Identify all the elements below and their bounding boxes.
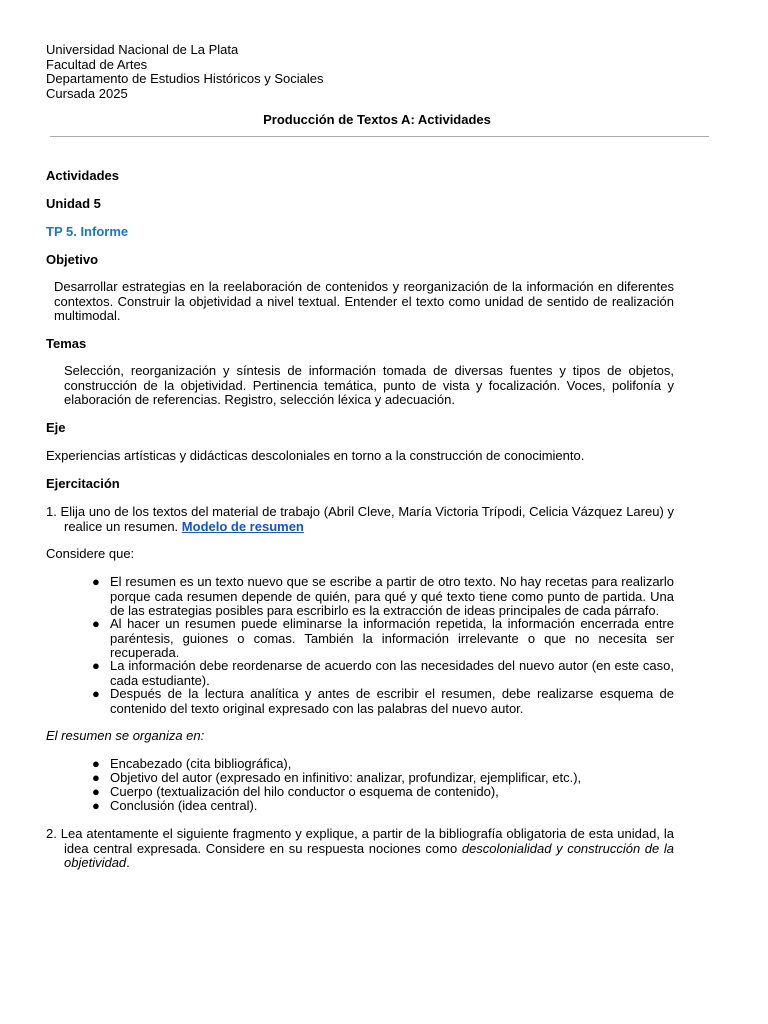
considere-label: Considere que: [46,546,135,561]
organiza-label: El resumen se organiza en: [46,728,205,743]
bullet-icon: ● [92,798,100,813]
modelo-resumen-link[interactable]: Modelo de resumen [181,518,304,534]
bullet-text: La información debe reordenarse de acuerdo con las necesidades del nuevo autor (en este caso, cada estudiante). [110,658,674,688]
bullet-icon: ● [92,756,100,771]
university-name: Universidad Nacional de La Plata [46,42,239,57]
heading-actividades: Actividades [46,168,119,183]
bullet-text: Después de la lectura analítica y antes de escribir el resumen, debe realizarse esquema de contenido del texto original expresado con las palabras del nuevo autor. [110,686,674,716]
institution-header [46,43,323,101]
bullet-icon: ● [92,770,100,785]
department-name: Departamento de Estudios Históricos y Sociales [46,71,324,86]
heading-ejercitacion: Ejercitación [46,476,120,491]
bullet-icon: ● [92,686,100,701]
list-item [92,659,674,688]
bullet-icon: ● [92,574,100,589]
exercise-2-end: . [126,855,130,870]
list-item [92,617,674,661]
exercise-2-text: 2. Lea atentamente el siguiente fragmento y explique, a partir de la bibliografía obligatoria de esta unidad, la idea central expresada. Considere en su respuesta nociones como [46,826,674,856]
temas-text: Selección, reorganización y síntesis de información tomada de diversas fuentes y tipos de objetos, construcción de la objetividad. Pertinencia temática, punto de vista y focalización. Voces, polifonía y elaboración de referencias. Registro, selección léxica y adecuación. [64,363,674,407]
objetivo-text: Desarrollar estrategias en la reelaboración de contenidos y reorganización de la información en diferentes contextos. Construir la objetividad a nivel textual. Entender el texto como unidad de sentido de realización multimodal. [54,279,674,323]
bullet-text: Encabezado (cita bibliográfica), [110,756,292,771]
title-divider [50,136,709,137]
exercise-2-italic: descolonialidad y construcción de la objetividad [64,840,674,870]
list-item [92,799,674,814]
faculty-name: Facultad de Artes [46,56,148,72]
document-title: Producción de Textos A: Actividades [263,112,491,127]
heading-tp: TP 5. Informe [46,224,129,239]
exercise-2 [46,827,674,871]
bullet-text: El resumen es un texto nuevo que se escribe a partir de otro texto. No hay recetas para realizarlo porque cada resumen depende de quién, para qué y qué texto tiene como punto de partida. Una de las estrategias posibles para escribirlo es la extracción de ideas principales de cada párrafo. [110,574,674,618]
bullet-text: Cuerpo (textualización del hilo conductor o esquema de contenido), [110,784,499,799]
list-item [92,575,674,619]
bullet-text: Conclusión (idea central). [110,798,258,813]
bullet-text: Al hacer un resumen puede eliminarse la información repetida, la información encerrada entre paréntesis, guiones o comas. También la información irrelevante o que no necesita ser recuperada. [110,616,674,660]
course-year: Cursada 2025 [46,85,128,101]
heading-eje: Eje [46,420,66,435]
list-item [92,687,674,716]
heading-temas: Temas [46,336,87,351]
exercise-1-text: 1. Elija uno de los textos del material de trabajo (Abril Cleve, María Victoria Trípodi, Celicia Vázquez Lareu) y realice un resumen. [46,504,674,534]
bullet-icon: ● [92,658,100,673]
bullet-text: Objetivo del autor (expresado en infinitivo: analizar, profundizar, ejemplificar, etc.), [110,770,582,785]
bullet-icon: ● [92,616,100,631]
exercise-1 [46,505,674,534]
heading-unidad: Unidad 5 [46,196,101,211]
heading-objetivo: Objetivo [46,252,99,267]
bullet-icon: ● [92,784,100,799]
eje-text: Experiencias artísticas y didácticas descoloniales en torno a la construcción de conocimiento. [46,448,585,463]
